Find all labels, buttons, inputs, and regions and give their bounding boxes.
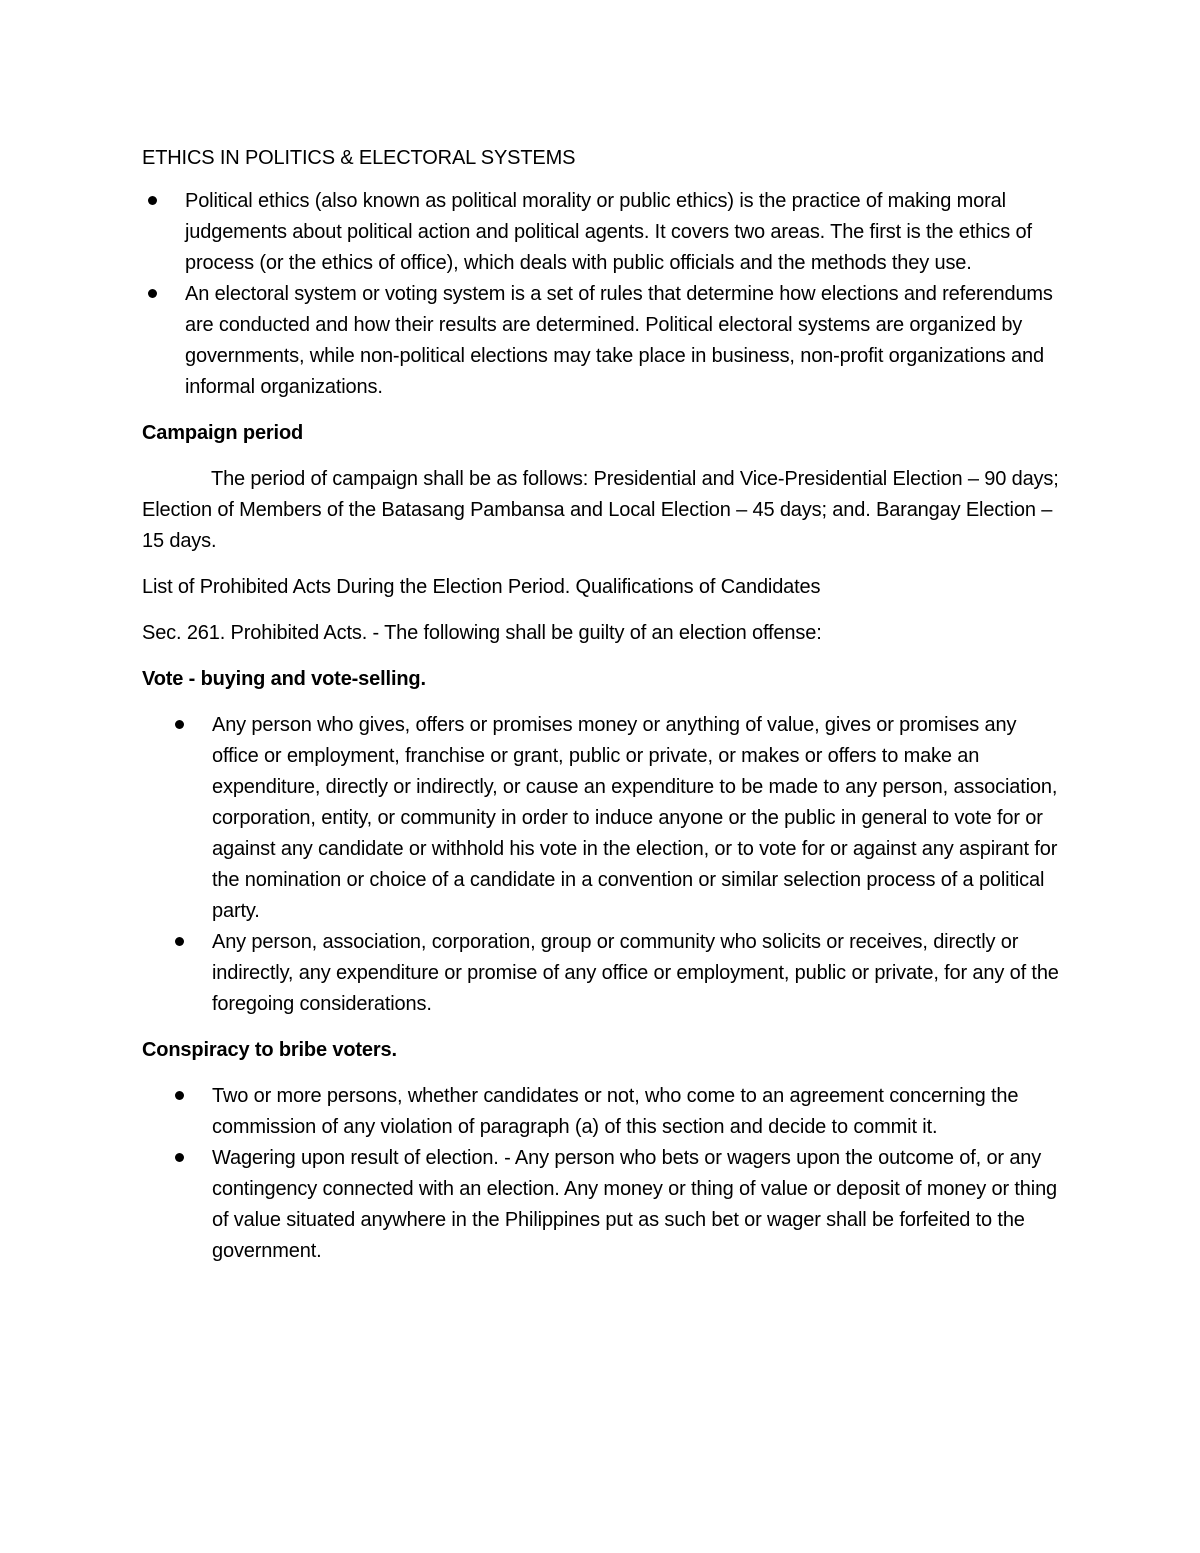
- bullet-icon: [175, 1091, 184, 1100]
- list-item-text: Any person, association, corporation, group or community who solicits or receives, directly or indirectly, any expenditure or promise of any office or employment, public or private, for any of the foregoing considerations.: [212, 931, 1059, 1015]
- bullet-icon: [175, 720, 184, 729]
- list-item: [142, 927, 1062, 1020]
- campaign-heading: Campaign period: [142, 422, 304, 444]
- list-item: [142, 1081, 1062, 1143]
- intro-bullet-list: [142, 186, 1062, 403]
- list-item: [142, 1143, 1062, 1267]
- prohibited-list-line: List of Prohibited Acts During the Election Period. Qualifications of Candidates: [142, 576, 821, 598]
- vote-bullet-list: [142, 710, 1062, 1020]
- vote-buying-heading: Vote - buying and vote-selling.: [142, 668, 426, 690]
- bullet-icon: [175, 937, 184, 946]
- conspiracy-bullet-list: [142, 1081, 1062, 1267]
- list-item: [142, 279, 1062, 403]
- conspiracy-heading: Conspiracy to bribe voters.: [142, 1039, 397, 1061]
- list-item: [142, 186, 1062, 279]
- list-item-text: Two or more persons, whether candidates or not, who come to an agreement concerning the commission of any violation of paragraph (a) of this section and decide to commit it.: [212, 1085, 1019, 1138]
- document-body: [142, 143, 1062, 1282]
- list-item-text: Wagering upon result of election. - Any person who bets or wagers upon the outcome of, or any contingency connected with an election. Any money or thing of value or deposit of money or thing of value situated anywhere in the Philippines put as such bet or wager shall be forfeited to the government.: [212, 1147, 1058, 1262]
- campaign-paragraph: The period of campaign shall be as follows: Presidential and Vice-Presidential Election – 90 days; Election of Members of the Batasang Pambansa and Local Election – 45 days; and. Barangay Election – 15 days.: [142, 468, 1059, 552]
- list-item-text: An electoral system or voting system is a set of rules that determine how elections and referendums are conducted and how their results are determined. Political electoral systems are organized by governments, while non-political elections may take place in business, non-profit organizations and informal organizations.: [185, 283, 1053, 398]
- list-item-text: Political ethics (also known as political morality or public ethics) is the practice of making moral judgements about political action and political agents. It covers two areas. The first is the ethics of process (or the ethics of office), which deals with public officials and the methods they use.: [185, 190, 1032, 274]
- bullet-icon: [148, 196, 157, 205]
- list-item: [142, 710, 1062, 927]
- document-title: ETHICS IN POLITICS & ELECTORAL SYSTEMS: [142, 147, 576, 169]
- bullet-icon: [175, 1153, 184, 1162]
- list-item-text: Any person who gives, offers or promises money or anything of value, gives or promises any office or employment, franchise or grant, public or private, or makes or offers to make an expenditure, directly or indirectly, or cause an expenditure to be made to any person, association, corporation, entity, or community in order to induce anyone or the public in general to vote for or against any candidate or withhold his vote in the election, or to vote for or against any aspirant for the nomination or choice of a candidate in a convention or similar selection process of a political party.: [212, 714, 1058, 922]
- bullet-icon: [148, 289, 157, 298]
- section-line: Sec. 261. Prohibited Acts. - The following shall be guilty of an election offense:: [142, 622, 822, 644]
